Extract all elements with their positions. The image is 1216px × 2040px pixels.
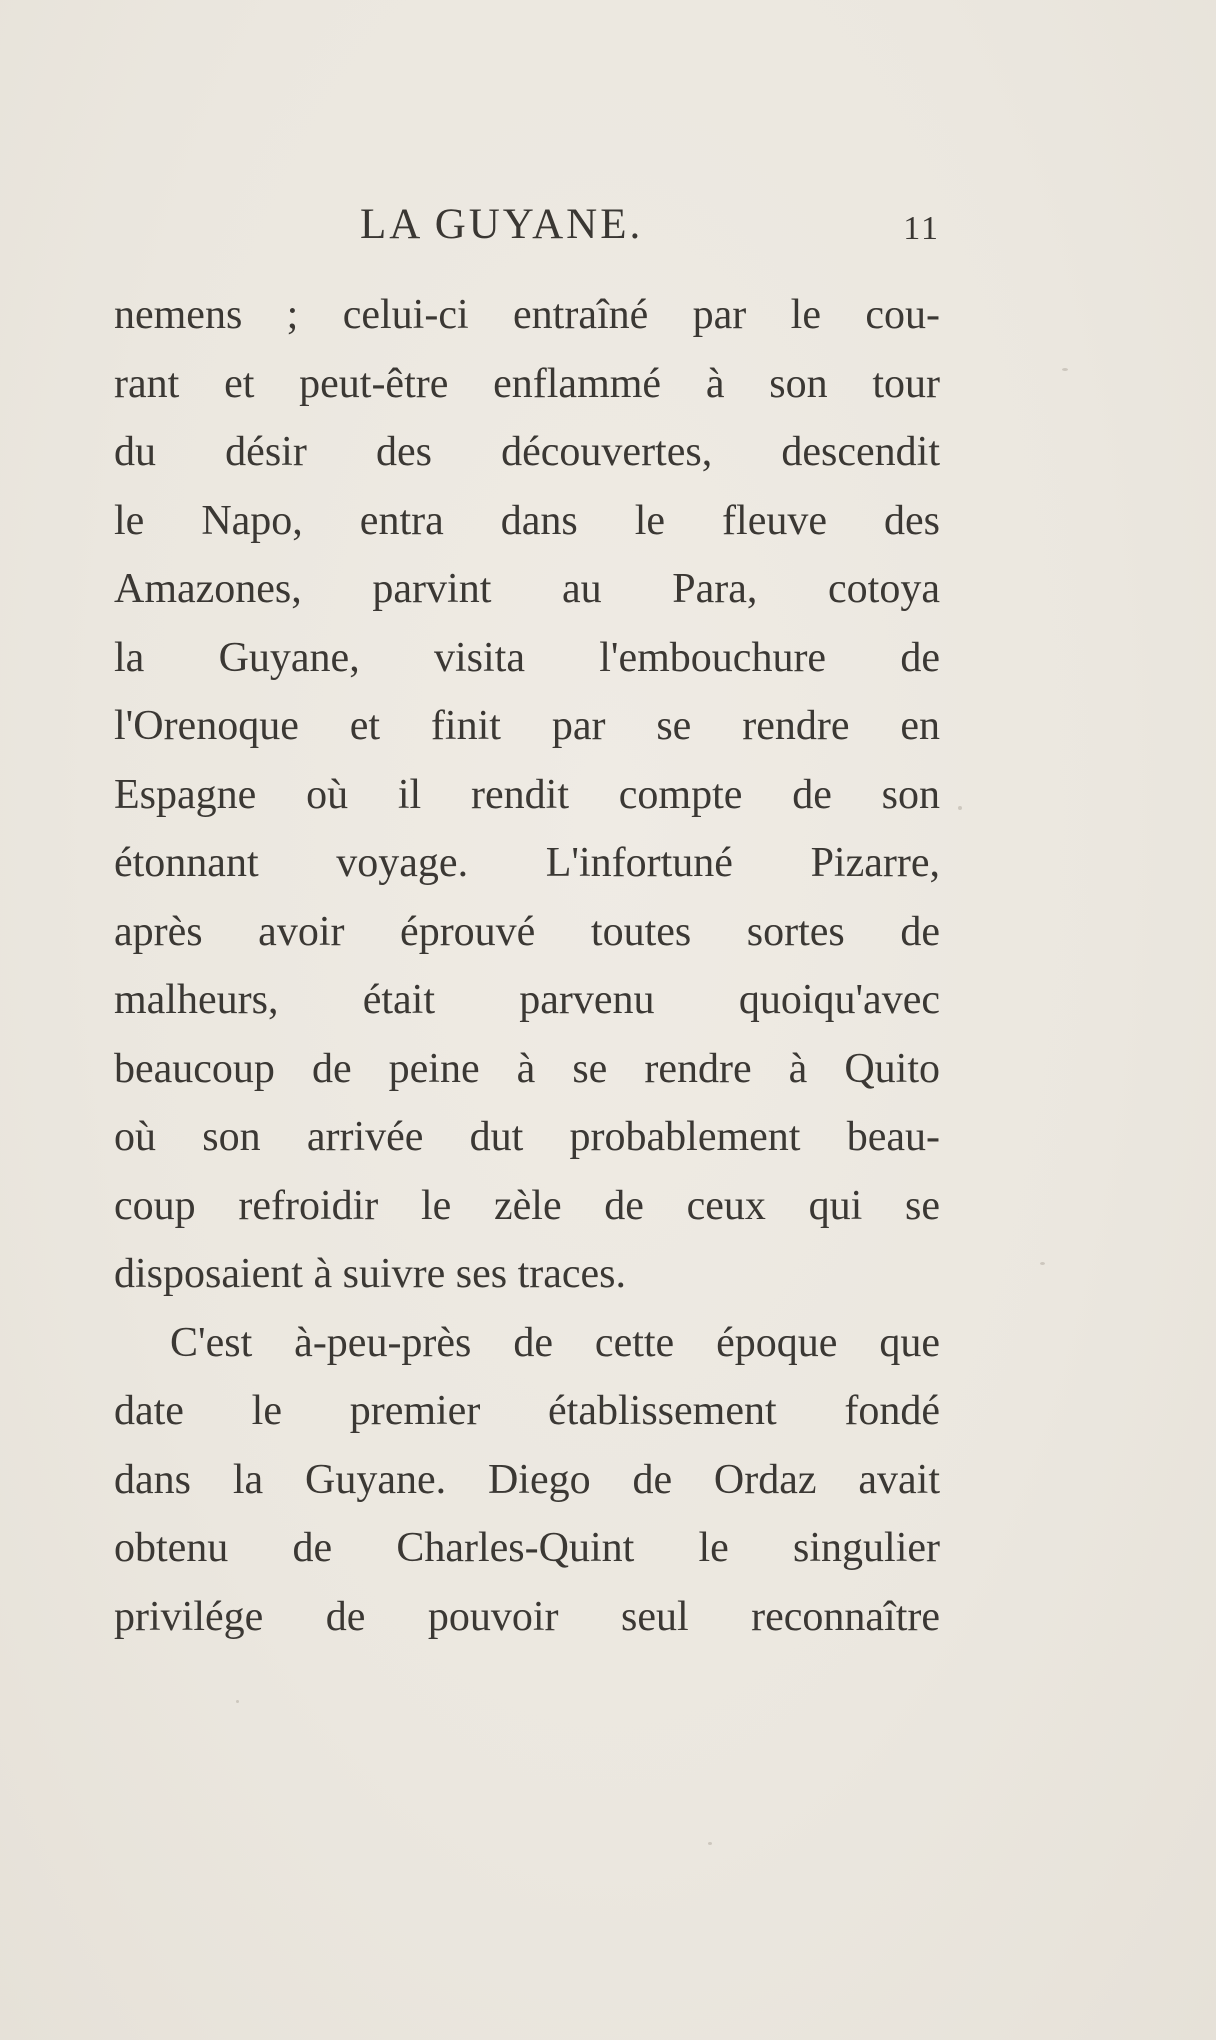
text-line: où son arrivée dut probablement beau- <box>114 1114 940 1160</box>
text-line: coup refroidir le zèle de ceux qui se <box>114 1182 940 1229</box>
paragraph-2 <box>114 1309 940 1652</box>
paper-speck <box>1040 1262 1045 1265</box>
text-line: C'est à-peu-près de cette époque que <box>170 1319 940 1366</box>
text-line: l'Orenoque et finit par se rendre en <box>114 703 940 749</box>
text-line: le Napo, entra dans le fleuve des <box>114 497 940 544</box>
text-line: disposaient à suivre ses traces. <box>114 1251 627 1297</box>
text-line: privilége de pouvoir seul reconnaître <box>114 1593 940 1640</box>
text-line: Espagne où il rendit compte de son <box>114 771 940 818</box>
body-text <box>114 281 940 1651</box>
paper-speck <box>1062 368 1068 371</box>
text-line: date le premier établissement fondé <box>114 1388 940 1434</box>
text-line: obtenu de Charles-Quint le singulier <box>114 1525 940 1571</box>
paper-speck <box>958 806 962 810</box>
paper-speck <box>708 1842 712 1845</box>
text-line: étonnant voyage. L'infortuné Pizarre, <box>114 840 940 886</box>
paragraph-1 <box>114 281 940 1309</box>
text-line: dans la Guyane. Diego de Ordaz avait <box>114 1456 940 1503</box>
page-number: 11 <box>903 210 940 247</box>
paper-speck <box>236 1700 239 1703</box>
text-line: beaucoup de peine à se rendre à Quito <box>114 1045 940 1092</box>
running-title: LA GUYANE. <box>360 201 644 248</box>
text-line: Amazones, parvint au Para, cotoya <box>114 566 940 612</box>
text-line: après avoir éprouvé toutes sortes de <box>114 908 940 955</box>
text-line: la Guyane, visita l'embouchure de <box>114 634 940 681</box>
text-line: malheurs, était parvenu quoiqu'avec <box>114 977 940 1023</box>
text-line: nemens ; celui-ci entraîné par le cou- <box>114 292 940 338</box>
text-line: rant et peut-être enflammé à son tour <box>114 360 940 407</box>
page-header <box>114 200 940 260</box>
text-line: du désir des découvertes, descendit <box>114 429 940 475</box>
